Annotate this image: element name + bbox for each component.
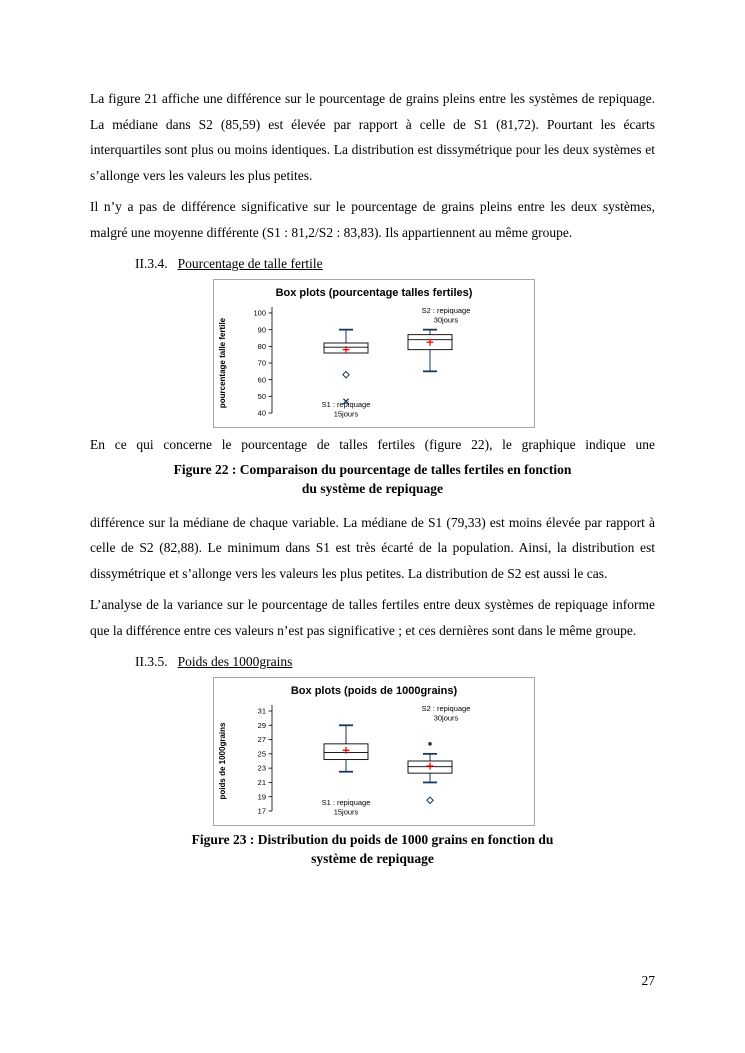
section-number: II.3.4. [135,256,168,271]
figure-23-caption-line1: Figure 23 : Distribution du poids de 1000 grains en fonction du [191,832,554,847]
paragraph-talles-intro: En ce qui concerne le pourcentage de talles fertiles (figure 22), le graphique indique une [90,437,655,452]
svg-text:15jours: 15jours [333,409,359,419]
svg-text:31: 31 [257,706,266,716]
svg-text:40: 40 [257,408,266,418]
figure-22-caption-line2: du système de repiquage [301,480,444,496]
paragraph-figure21-analysis: La figure 21 affiche une différence sur le pourcentage de grains pleins entre les systèmes de repiquage. La médiane dans S2 (85,59) est élevée par rapport à celle de S1 (81,72). Pourtant les écarts interquartiles sont plus ou moins identiques. La distribution est dissymétrique pour les deux systèmes et s’allonge vers les valeurs les plus petites. [90,91,655,183]
boxplot-figure-22 [214,299,534,425]
svg-text:60: 60 [257,375,266,385]
figure-22-frame [213,279,535,428]
svg-text:70: 70 [257,358,266,368]
svg-text:25: 25 [257,749,266,759]
section-title: Poids des 1000grains [177,654,293,669]
section-number: II.3.5. [135,654,168,669]
svg-text:19: 19 [257,792,266,802]
section-title: Pourcentage de talle fertile [177,256,323,271]
paragraph-talles-anova: L’analyse de la variance sur le pourcentage de talles fertiles entre deux systèmes de repiquage informe que la différence entre ces valeurs n’est pas significative ; et ces dernières sont dans le même groupe. [90,597,655,638]
paragraph-talles-medians: différence sur la médiane de chaque variable. La médiane de S1 (79,33) est moins élevée par rapport à celle de S2 (82,88). Le minimum dans S1 est très écarté de la population. Ainsi, la distribution est dissymétrique et s’allonge vers les valeurs les plus petites. La distribution de S2 est aussi le cas. [90,514,655,581]
paragraph-grains-significance: Il n’y a pas de différence significative sur le pourcentage de grains pleins entre les deux systèmes, malgré une moyenne différente (S1 : 81,2/S2 : 83,83). Ils appartiennent au même groupe. [90,199,655,240]
svg-text:17: 17 [257,806,266,816]
svg-text:29: 29 [257,720,266,730]
svg-text:S2 : repiquage: S2 : repiquage [421,306,471,315]
svg-text:S1 : repiquage: S1 : repiquage [321,400,371,409]
figure-22-caption [90,460,655,498]
section-heading-II-3-4 [90,251,655,277]
svg-text:S2 : repiquage: S2 : repiquage [421,704,471,713]
svg-text:80: 80 [257,341,266,351]
svg-text:90: 90 [257,325,266,335]
svg-text:pourcentage talle fertile: pourcentage talle fertile [218,317,227,409]
page-number: 27 [641,973,655,988]
section-heading-II-3-5 [90,649,655,675]
svg-text:30jours: 30jours [433,713,459,723]
svg-text:50: 50 [257,391,266,401]
svg-text:27: 27 [257,735,266,745]
svg-text:21: 21 [257,778,266,788]
svg-text:30jours: 30jours [433,315,459,325]
svg-text:poids de 1000grains: poids de 1000grains [218,722,227,800]
figure-22-caption-line1: Figure 22 : Comparaison du pourcentage de talles fertiles en fonction [173,461,572,477]
boxplot-figure-23 [214,697,534,823]
svg-text:23: 23 [257,763,266,773]
svg-text:S1 : repiquage: S1 : repiquage [321,798,371,807]
svg-text:100: 100 [253,308,266,318]
svg-text:15jours: 15jours [333,807,359,817]
chart-title-poids-1000grains: Box plots (poids de 1000grains) [290,685,458,697]
chart-title-talles-fertiles: Box plots (pourcentage talles fertiles) [275,287,473,299]
figure-23-frame [213,677,535,826]
figure-23-caption-line2: système de repiquage [311,851,434,866]
figure-23-caption [90,830,655,868]
